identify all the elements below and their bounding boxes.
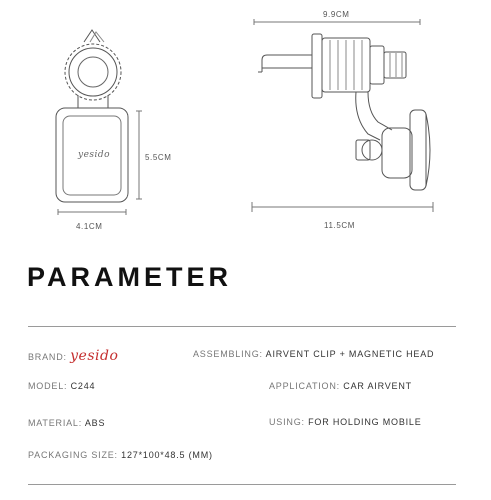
packaging-row <box>28 450 213 460</box>
packaging-label: PACKAGING SIZE: <box>28 450 118 460</box>
width-dimension-label: 4.1CM <box>76 222 103 231</box>
using-row <box>269 417 422 427</box>
height-dimension-label: 5.5CM <box>145 153 172 162</box>
application-row <box>269 381 412 391</box>
packaging-value: 127*100*48.5 (MM) <box>121 450 213 460</box>
material-label: MATERIAL: <box>28 418 83 428</box>
application-label: APPLICATION: <box>269 381 340 391</box>
assembling-row <box>193 349 434 359</box>
product-logo: yesido <box>78 150 111 160</box>
material-value: ABS <box>84 418 106 428</box>
brand-row <box>28 348 118 364</box>
assembling-label: ASSEMBLING: <box>193 349 263 359</box>
using-value: FOR HOLDING MOBILE <box>308 417 422 427</box>
divider-bottom <box>28 484 456 485</box>
brand-logo: yesido <box>70 348 119 364</box>
material-row <box>28 418 105 428</box>
model-label: MODEL: <box>28 381 68 391</box>
bottom-width-label: 11.5CM <box>324 221 356 230</box>
parameter-heading: PARAMETER <box>27 262 233 292</box>
application-value: CAR AIRVENT <box>343 381 412 391</box>
side-view-drawing <box>0 0 491 240</box>
brand-label: BRAND: <box>28 352 67 362</box>
top-width-label: 9.9CM <box>323 10 350 19</box>
model-row <box>28 381 95 391</box>
using-label: USING: <box>269 417 305 427</box>
divider-top <box>28 326 456 327</box>
assembling-value: AIRVENT CLIP + MAGNETIC HEAD <box>265 349 435 359</box>
model-value: C244 <box>70 381 96 391</box>
